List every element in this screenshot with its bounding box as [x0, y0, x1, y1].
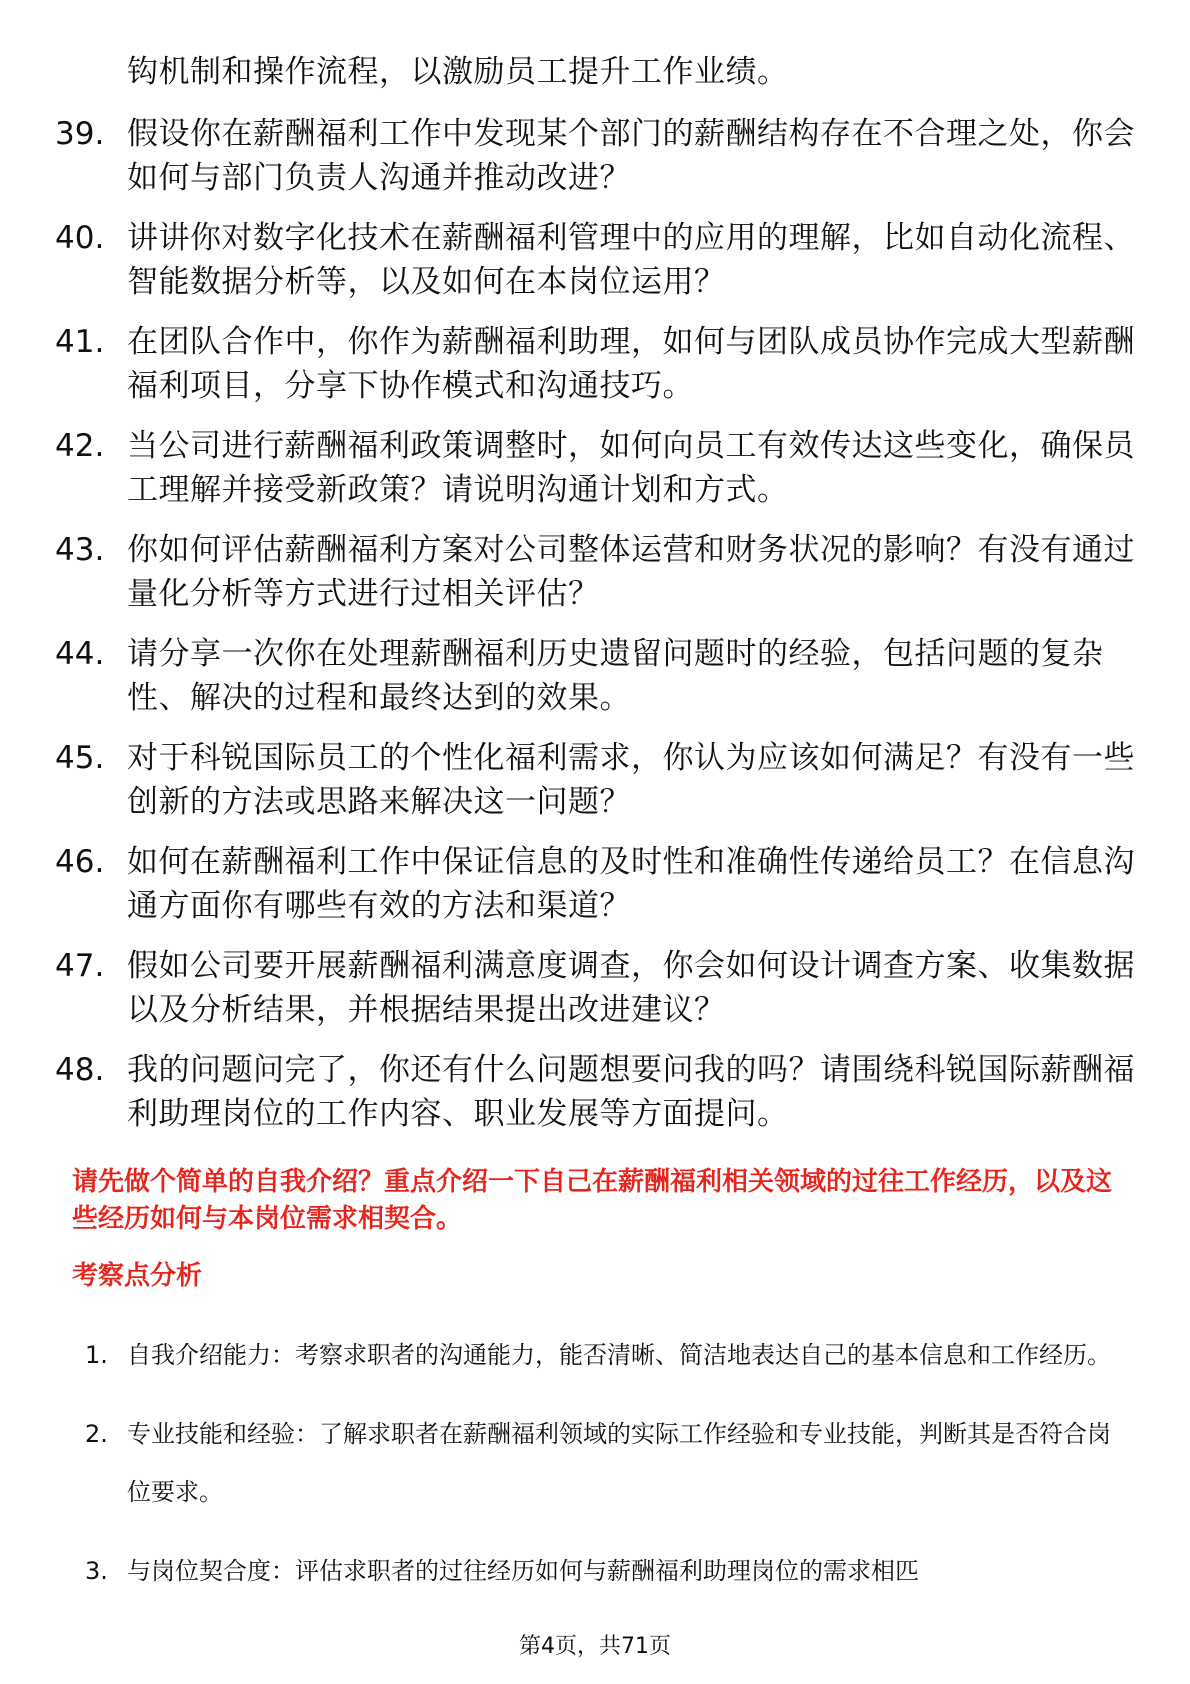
question-item: [55, 944, 1135, 1032]
question-text: 假如公司要开展薪酬福利满意度调查，你会如何设计调查方案、收集数据以及分析结果，并根据结果提出改进建议？: [127, 948, 1135, 1028]
question-number: 40.: [55, 220, 105, 256]
question-text: 讲讲你对数字化技术在薪酬福利管理中的应用的理解，比如自动化流程、智能数据分析等，以及如何在本岗位运用？: [127, 220, 1135, 300]
question-number: 47.: [55, 948, 105, 984]
question-number: 45.: [55, 740, 105, 776]
question-item: [55, 528, 1135, 616]
question-item: [55, 320, 1135, 408]
question-text: 你如何评估薪酬福利方案对公司整体运营和财务状况的影响？有没有通过量化分析等方式进行过相关评估？: [127, 532, 1135, 612]
question-number: 42.: [55, 428, 105, 464]
analysis-text: 专业技能和经验：了解求职者在薪酬福利领域的实际工作经验和专业技能，判断其是否符合岗位要求。: [127, 1420, 1111, 1506]
question-item: [55, 1048, 1135, 1136]
question-text: 当公司进行薪酬福利政策调整时，如何向员工有效传达这些变化，确保员工理解并接受新政策？请说明沟通计划和方式。: [127, 428, 1135, 508]
highlighted-question: 请先做个简单的自我介绍？重点介绍一下自己在薪酬福利相关领域的过往工作经历，以及这些经历如何与本岗位需求相契合。: [72, 1167, 1113, 1234]
analysis-item: [85, 1542, 1125, 1600]
question-item: [55, 840, 1135, 928]
analysis-item: [85, 1326, 1125, 1384]
analysis-text: 自我介绍能力：考察求职者的沟通能力，能否清晰、简洁地表达自己的基本信息和工作经历。: [127, 1341, 1111, 1369]
question-item: [55, 424, 1135, 512]
question-text: 假设你在薪酬福利工作中发现某个部门的薪酬结构存在不合理之处，你会如何与部门负责人沟通并推动改进？: [127, 116, 1135, 196]
question-number: 48.: [55, 1052, 105, 1088]
question-item: [55, 216, 1135, 304]
continuation-text: 钩机制和操作流程，以激励员工提升工作业绩。: [127, 54, 789, 90]
question-item: [55, 632, 1135, 720]
question-number: 39.: [55, 116, 105, 152]
question-text: 如何在薪酬福利工作中保证信息的及时性和准确性传递给员工？在信息沟通方面你有哪些有效的方法和渠道？: [127, 844, 1135, 924]
question-item: [55, 112, 1135, 200]
question-number: 44.: [55, 636, 105, 672]
question-list: [55, 112, 1135, 1152]
analysis-number: 2.: [85, 1420, 108, 1448]
page-footer: 第4页，共71页: [519, 1634, 671, 1659]
question-number: 43.: [55, 532, 105, 568]
question-text: 对于科锐国际员工的个性化福利需求，你认为应该如何满足？有没有一些创新的方法或思路来解决这一问题？: [127, 740, 1135, 820]
question-text: 在团队合作中，你作为薪酬福利助理，如何与团队成员协作完成大型薪酬福利项目，分享下协作模式和沟通技巧。: [127, 324, 1135, 404]
analysis-item: [85, 1405, 1125, 1521]
analysis-text: 与岗位契合度：评估求职者的过往经历如何与薪酬福利助理岗位的需求相匹: [127, 1557, 919, 1585]
question-text: 请分享一次你在处理薪酬福利历史遗留问题时的经验，包括问题的复杂性、解决的过程和最终达到的效果。: [127, 636, 1104, 716]
question-text: 我的问题问完了，你还有什么问题想要问我的吗？请围绕科锐国际薪酬福利助理岗位的工作内容、职业发展等方面提问。: [127, 1052, 1135, 1132]
analysis-number: 3.: [85, 1557, 108, 1585]
question-number: 41.: [55, 324, 105, 360]
analysis-number: 1.: [85, 1341, 108, 1369]
analysis-heading: 考察点分析: [72, 1261, 203, 1291]
question-item: [55, 736, 1135, 824]
question-number: 46.: [55, 844, 105, 880]
analysis-list: [85, 1326, 1125, 1621]
